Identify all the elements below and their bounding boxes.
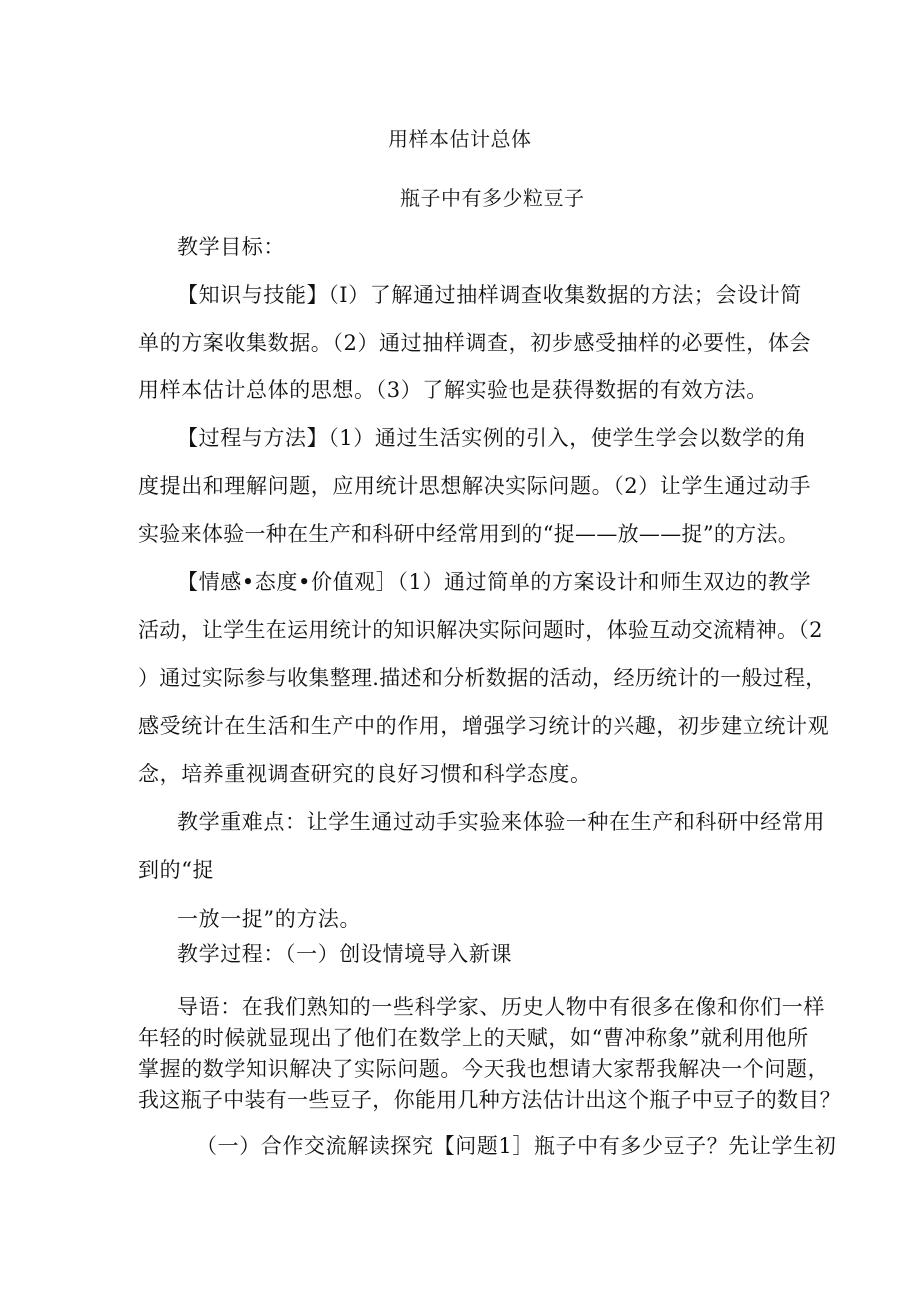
- paragraph-line: 【过程与方法】（1）通过生活实例的引入，使学生学会以数学的角: [177, 426, 807, 450]
- paragraph-line: 感受统计在生活和生产中的作用，增强学习统计的兴趣，初步建立统计观: [138, 714, 830, 738]
- paragraph-line: 一放一捉”的方法。: [177, 907, 362, 931]
- paragraph-line: 用样本估计总体的思想。（3）了解实验也是获得数据的有效方法。: [138, 378, 768, 402]
- paragraph-line: 教学重难点：让学生通过动手实验来体验一种在生产和科研中经常用: [177, 810, 825, 834]
- paragraph-line: 实验来体验一种在生产和科研中经常用到的“捉——放——捉”的方法。: [138, 522, 800, 546]
- paragraph-line: 念，培养重视调查研究的良好习惯和科学态度。: [138, 762, 592, 786]
- document-subtitle: 瓶子中有多少粒豆子: [400, 186, 585, 210]
- paragraph-line: 教学目标：: [177, 235, 285, 259]
- paragraph-line: 【知识与技能】（I）了解通过抽样调查收集数据的方法；会设计简: [177, 283, 802, 307]
- paragraph-line: 年轻的时候就显现出了他们在数学上的天赋，如“曹冲称象”就利用他所: [138, 1026, 809, 1050]
- paragraph-line: 掌握的数学知识解决了实际问题。今天我也想请大家帮我解决一个问题，: [138, 1057, 830, 1081]
- paragraph-line: 【情感•态度•价值观］（1）通过简单的方案设计和师生双边的教学: [177, 570, 812, 594]
- paragraph-line: 活动，让学生在运用统计的知识解决实际问题时，体验互动交流精神。（2: [138, 618, 823, 642]
- document-title: 用样本估计总体: [388, 127, 532, 151]
- paragraph-line: 单的方案收集数据。（2）通过抽样调查，初步感受抽样的必要性，体会: [138, 331, 812, 355]
- paragraph-line: ）通过实际参与收集整理.描述和分析数据的活动，经历统计的一般过程，: [138, 666, 827, 690]
- paragraph-line: 度提出和理解问题，应用统计思想解决实际问题。（2）让学生通过动手: [138, 474, 812, 498]
- paragraph-line: 导语：在我们熟知的一些科学家、历史人物中有很多在像和你们一样: [177, 995, 825, 1019]
- paragraph-line: （一）合作交流解读探究【问题1］瓶子中有多少豆子？先让学生初: [196, 1134, 837, 1158]
- paragraph-line: 到的“捉: [138, 858, 215, 882]
- paragraph-line: 教学过程：（一）创设情境导入新课: [177, 942, 513, 966]
- paragraph-line: 我这瓶子中装有一些豆子，你能用几种方法估计出这个瓶子中豆子的数目？: [138, 1088, 841, 1112]
